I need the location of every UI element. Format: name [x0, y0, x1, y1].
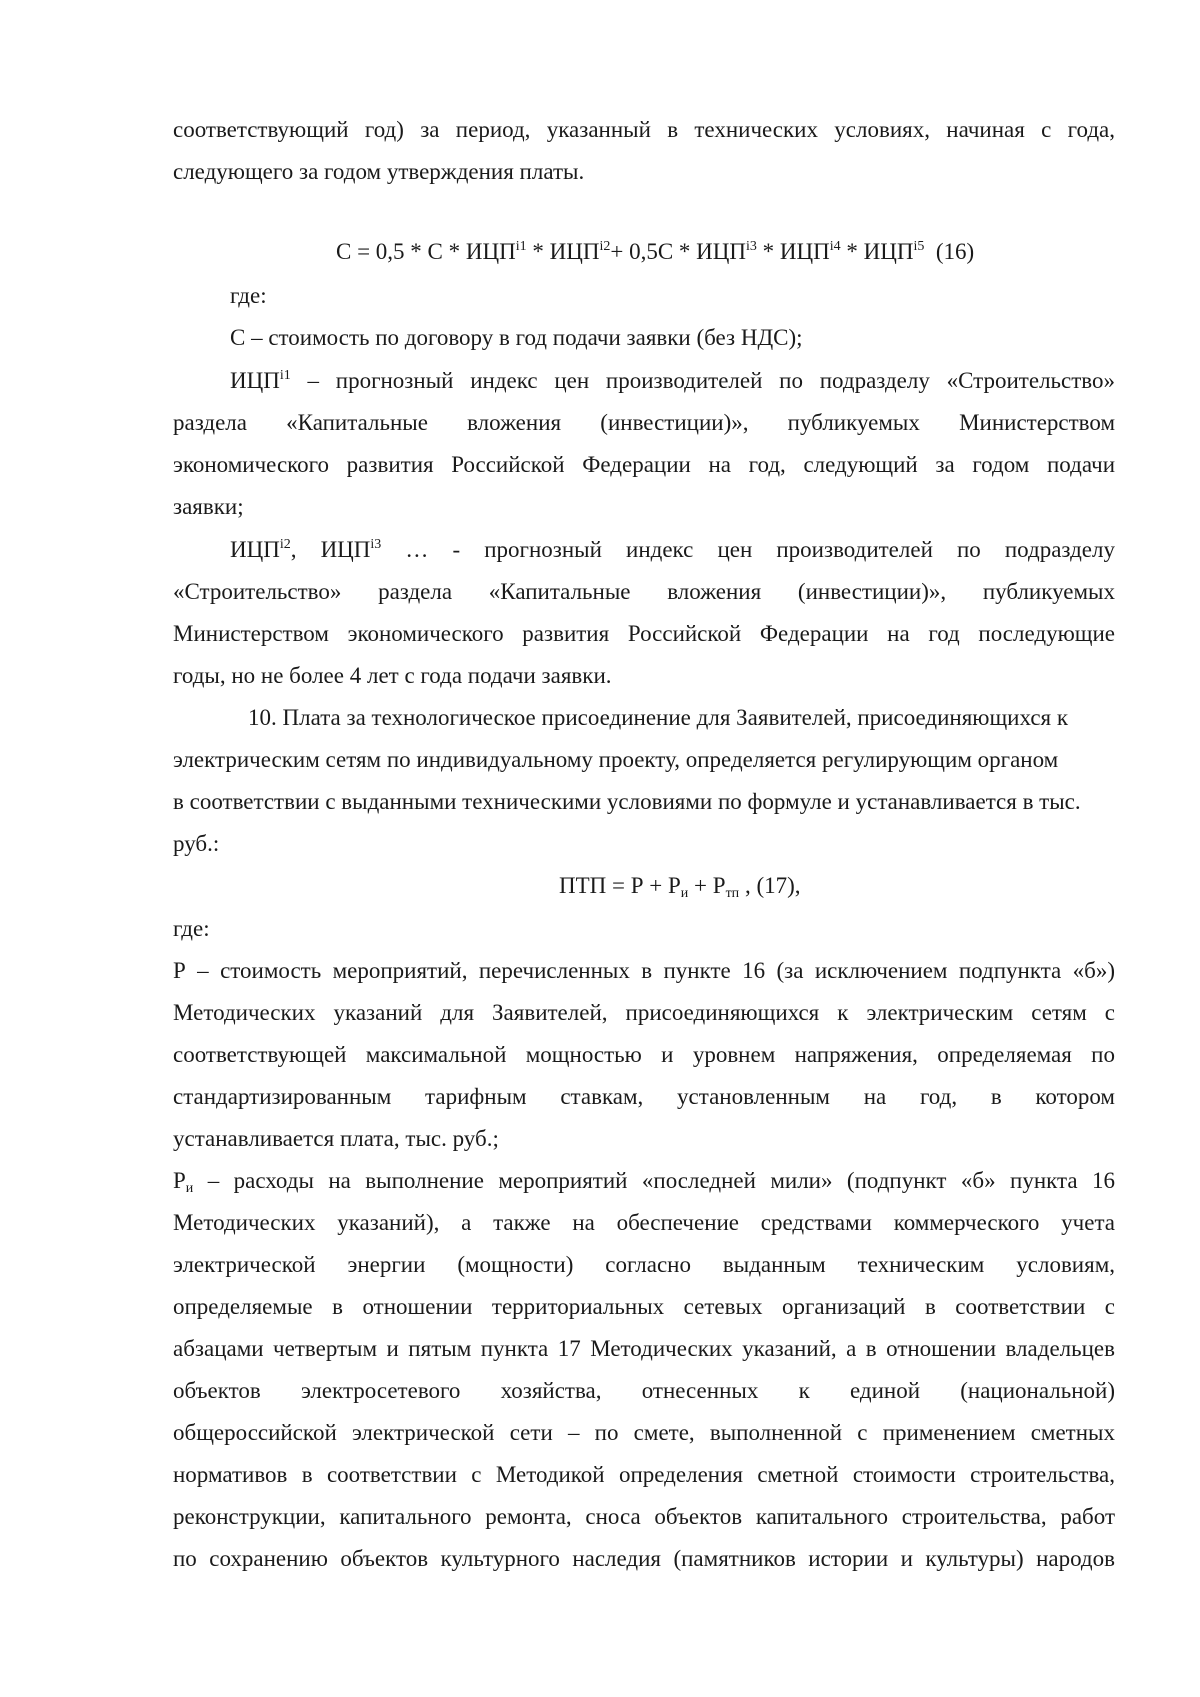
definition-p-i: $Р_и$ – расходы на выполнение мероприятий «последней мили» (подпункт «б» пункта 16 [173, 1168, 1115, 1196]
definition-line: соответствующей максимальной мощностью и уровнем напряжения, определяемая по [173, 1042, 1115, 1067]
paragraph-line: руб.: [173, 831, 220, 856]
intro-line: следующего за годом утверждения платы. [173, 159, 585, 184]
definition-line: годы, но не более 4 лет с года подачи заявки. [173, 663, 612, 688]
definition-line: устанавливается плата, тыс. руб.; [173, 1126, 499, 1151]
definition-line: объектов электросетевого хозяйства, отнесенных к единой (национальной) [173, 1378, 1115, 1403]
definition-line: Методических указаний), а также на обеспечение средствами коммерческого учета [173, 1210, 1115, 1235]
definition-icp-i2-i3: $ИЦП^{i2}$, $ИЦП^{i3}$ … - прогнозный индекс цен производителей по подразделу [230, 537, 1115, 562]
definition-line: «Строительство» раздела «Капитальные вложения (инвестиции)», публикуемых [173, 579, 1115, 604]
paragraph-10: 10. Плата за технологическое присоединение для Заявителей, присоединяющихся к [248, 705, 1069, 730]
paragraph-line: электрическим сетям по индивидуальному проекту, определяется регулирующим органом [173, 747, 1059, 772]
definition-line: нормативов в соответствии с Методикой определения сметной стоимости строительства, [173, 1462, 1115, 1487]
definition-line: электрической энергии (мощности) согласно выданным техническим условиям, [173, 1252, 1115, 1277]
definition-line: по сохранению объектов культурного наследия (памятников истории и культуры) народов [173, 1546, 1115, 1571]
definition-line: стандартизированным тарифным ставкам, установленным на год, в котором [173, 1084, 1115, 1109]
definition-line: определяемые в отношении территориальных сетевых организаций в соответствии с [173, 1294, 1115, 1319]
intro-line: соответствующий год) за период, указанный в технических условиях, начиная с года, [173, 117, 1115, 142]
paragraph-line: в соответствии с выданными техническими условиями по формуле и устанавливается в тыс. [173, 789, 1081, 814]
definition-line: Министерством экономического развития Российской Федерации на год последующие [173, 621, 1115, 646]
formula-16: $С = 0,5 * С * ИЦП^{i1} * ИЦП^{i2}+ 0,5С * ИЦП^{i3} * ИЦП^{i4} * ИЦП^{i5}$ (16) [336, 239, 975, 264]
definition-p: Р – стоимость мероприятий, перечисленных в пункте 16 (за исключением подпункта «б») [173, 958, 1115, 983]
where-label: где: [173, 916, 210, 941]
definition-line: раздела «Капитальные вложения (инвестиции)», публикуемых Министерством [173, 410, 1115, 435]
where-label: где: [230, 283, 267, 308]
definition-line: экономического развития Российской Федерации на год, следующий за годом подачи [173, 452, 1115, 477]
definition-line: Методических указаний для Заявителей, присоединяющихся к электрическим сетям с [173, 1000, 1115, 1025]
definition-line: заявки; [173, 494, 244, 519]
definition-line: реконструкции, капитального ремонта, сноса объектов капитального строительства, работ [173, 1504, 1115, 1529]
definition-line: общероссийской электрической сети – по смете, выполненной с применением сметных [173, 1420, 1115, 1445]
definition-line: абзацами четвертым и пятым пункта 17 Методических указаний, а в отношении владельцев [173, 1336, 1115, 1361]
definition-c: С – стоимость по договору в год подачи заявки (без НДС); [230, 325, 803, 350]
definition-icp-i1: $ИЦП^{i1}$ – прогнозный индекс цен производителей по подразделу «Строительство» [230, 368, 1115, 393]
formula-17: ПТП = $Р + Р_и + Р_{тп}$ , (17), [559, 873, 801, 901]
